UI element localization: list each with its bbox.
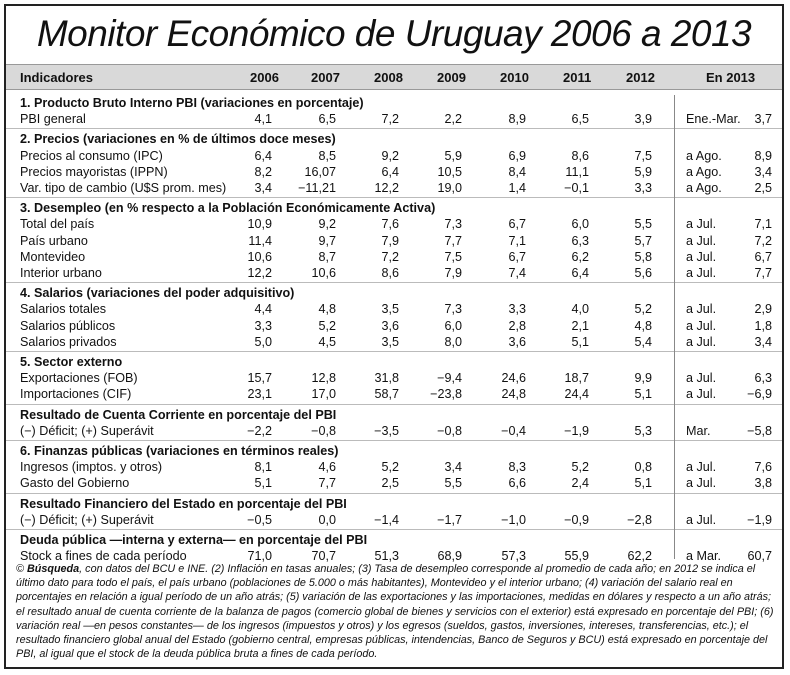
cell-2008: 7,9: [381, 233, 399, 248]
section-title: 1. Producto Bruto Interno PBI (variaciones en porcentaje): [20, 96, 364, 110]
cell-2011: −0,9: [564, 512, 589, 527]
cell-2008: 9,2: [381, 148, 399, 163]
cell-2010: 3,3: [508, 302, 526, 317]
cell-2012: 62,2: [627, 549, 652, 564]
section-separator: [6, 493, 782, 494]
table-row: [6, 512, 782, 528]
period-2013: a Jul.: [686, 217, 717, 232]
cell-2012: 5,6: [634, 266, 652, 280]
section-heading: [6, 131, 782, 147]
section-title: 3. Desempleo (en % respecto a la Población Económicamente Activa): [20, 201, 436, 216]
row-label: Montevideo: [20, 249, 86, 264]
cell-2008: 7,6: [381, 217, 399, 232]
cell-2010: 7,1: [508, 233, 526, 248]
cell-2007: 7,7: [318, 476, 336, 491]
table-row: [6, 180, 782, 196]
cell-2009: 7,3: [444, 302, 462, 317]
cell-2006: 8,1: [254, 460, 272, 475]
cell-2012: 5,9: [634, 164, 652, 179]
period-2013: a Jul.: [686, 512, 717, 527]
value-2013: −5,8: [747, 423, 772, 438]
cell-2009: −1,7: [437, 512, 462, 527]
cell-2010: 6,9: [508, 148, 526, 163]
cell-2006: 11,4: [248, 233, 272, 248]
period-2013: a Jul.: [686, 334, 717, 349]
cell-2008: 3,5: [381, 334, 399, 349]
cell-2010: −0,4: [501, 423, 526, 438]
cell-2010: −1,0: [501, 512, 526, 527]
cell-2007: −0,8: [311, 423, 336, 438]
cell-2008: 8,6: [381, 266, 399, 280]
section-heading: [6, 532, 782, 548]
row-label: Exportaciones (FOB): [20, 371, 138, 386]
period-2013: a Jul.: [686, 302, 717, 317]
cell-2011: 6,4: [571, 266, 589, 280]
section-heading: [6, 354, 782, 370]
table-row: [6, 370, 782, 386]
cell-2011: 6,3: [571, 233, 589, 248]
cell-2010: 57,3: [501, 549, 526, 564]
cell-2010: 24,8: [501, 387, 526, 402]
cell-2008: 5,2: [381, 460, 399, 475]
period-2013: a Jul.: [686, 371, 717, 386]
table-row: [6, 233, 782, 249]
row-label: Gasto del Gobierno: [20, 476, 130, 491]
cell-2006: 5,0: [254, 334, 272, 349]
table-row: [6, 475, 782, 491]
section-separator: [6, 128, 782, 129]
cell-2010: 6,6: [508, 476, 526, 491]
cell-2009: 6,0: [444, 318, 462, 333]
section-heading: [6, 200, 782, 216]
cell-2007: 4,6: [318, 460, 336, 475]
section-separator: [6, 351, 782, 352]
value-2013: 7,1: [754, 217, 772, 232]
cell-2011: −1,9: [564, 423, 589, 438]
cell-2012: 5,8: [634, 249, 652, 264]
cell-2009: 19,0: [437, 181, 462, 195]
cell-2009: 7,5: [444, 249, 462, 264]
cell-2006: 10,9: [247, 217, 272, 232]
value-2013: 1,8: [754, 318, 772, 333]
cell-2006: 12,2: [247, 266, 272, 280]
cell-2007: 0,0: [318, 512, 336, 527]
cell-2012: 5,2: [634, 302, 652, 317]
footnote-lead: ©: [16, 563, 27, 575]
table-row: [6, 386, 782, 402]
cell-2012: −2,8: [627, 512, 652, 527]
cell-2011: 5,2: [571, 460, 589, 475]
cell-2007: 6,5: [318, 112, 336, 127]
section-title: 6. Finanzas públicas (variaciones en términos reales): [20, 444, 339, 458]
row-label: (−) Déficit; (+) Superávit: [20, 512, 154, 527]
cell-2008: 6,4: [381, 164, 399, 179]
cell-2007: 8,7: [318, 249, 336, 264]
section-title: 4. Salarios (variaciones del poder adquisitivo): [20, 286, 295, 301]
cell-2007: 9,7: [318, 233, 336, 248]
cell-2006: 3,4: [254, 181, 272, 195]
cell-2010: 2,8: [508, 318, 526, 333]
row-label: Interior urbano: [20, 266, 102, 280]
cell-2006: 23,1: [247, 387, 272, 402]
table-row: [6, 249, 782, 265]
section-separator: [6, 440, 782, 441]
period-2013: a Jul.: [686, 387, 717, 402]
monitor-table-frame: [4, 4, 784, 669]
cell-2011: 4,0: [571, 302, 589, 317]
table-row: [6, 265, 782, 281]
page-title: Monitor Económico de Uruguay 2006 a 2013: [36, 13, 752, 54]
cell-2010: 8,9: [508, 112, 526, 127]
cell-2011: 18,7: [564, 371, 589, 386]
row-label: Ingresos (imptos. y otros): [20, 460, 163, 475]
cell-2006: 3,3: [254, 318, 272, 333]
cell-2010: 24,6: [501, 371, 526, 386]
row-label: Precios al consumo (IPC): [20, 148, 163, 163]
cell-2010: 1,4: [508, 181, 526, 195]
section-title: Resultado de Cuenta Corriente en porcentaje del PBI: [20, 407, 337, 422]
cell-2011: 5,1: [571, 334, 589, 349]
section-heading: [6, 407, 782, 423]
cell-2006: 5,1: [254, 476, 272, 491]
cell-2011: 8,6: [571, 148, 589, 163]
cell-2012: 9,9: [634, 371, 652, 386]
header-year-2010: 2010: [500, 70, 529, 85]
period-2013: a Jul.: [686, 249, 717, 264]
cell-2008: 3,6: [381, 318, 399, 333]
row-label: Var. tipo de cambio (U$S prom. mes): [20, 181, 227, 195]
footnote-text: , con datos del BCU e INE. (2) Inflación en tasas anuales; (3) Tasa de desempleo corresponde al promedio de cada año; en 2012 se indica el último dato para todo el país, el país urbano (poblaciones de 5.000 o más habitantes), Montevideo y el interior urbano; (4) variación del salario real en porcentajes en relación a igual período de un año atrás; (5) variación de las exportaciones y las importaciones, medidas en dólares y respecto a un año atrás; el resultado anual de cuenta corriente de la balanza de pagos (comercio global de bienes y servicios con el exterior) está expresado en porcentaje del PBI; (6) variación real —en pesos constantes— de los ingresos (impuestos y otros) y los egresos (sueldos, gastos, inversiones, intereses, transferencias, etc.); el resultado financiero global anual del Estado (gobierno central, empresas públicas, intendencias, Banco de Seguros y BCU) está expresado en porcentaje del PBI, al igual que el stock de la deuda pública bruta a fines de cada período.: [16, 563, 774, 661]
period-2013: Ene.-Mar.: [686, 112, 741, 127]
cell-2009: −0,8: [437, 423, 462, 438]
column-divider: [674, 95, 675, 559]
cell-2010: 7,4: [508, 266, 526, 280]
cell-2008: 2,5: [381, 476, 399, 491]
value-2013: 7,6: [754, 460, 772, 475]
value-2013: 7,2: [754, 233, 772, 248]
cell-2007: 12,8: [311, 371, 336, 386]
value-2013: 6,3: [754, 371, 772, 386]
period-2013: a Ago.: [686, 181, 722, 195]
cell-2009: 2,2: [444, 112, 462, 127]
cell-2007: 5,2: [318, 318, 336, 333]
section-separator: [6, 282, 782, 283]
value-2013: −1,9: [747, 512, 772, 527]
cell-2012: 5,1: [634, 387, 652, 402]
cell-2006: 4,4: [254, 302, 272, 317]
cell-2012: 5,4: [634, 334, 652, 349]
value-2013: 3,7: [754, 112, 772, 127]
cell-2011: 55,9: [564, 549, 589, 564]
cell-2011: 6,2: [571, 249, 589, 264]
value-2013: 3,4: [754, 164, 772, 179]
period-2013: Mar.: [686, 423, 711, 438]
section-separator: [6, 404, 782, 405]
cell-2012: 5,5: [634, 217, 652, 232]
value-2013: 7,7: [754, 266, 772, 280]
cell-2007: 10,6: [311, 266, 336, 280]
cell-2012: 3,3: [634, 181, 652, 195]
cell-2009: −9,4: [437, 371, 462, 386]
row-label: Salarios totales: [20, 302, 107, 317]
header-year-2008: 2008: [374, 70, 403, 85]
cell-2006: −2,2: [247, 423, 272, 438]
cell-2012: 7,5: [634, 148, 652, 163]
cell-2008: −1,4: [374, 512, 399, 527]
header-year-2007: 2007: [311, 70, 340, 85]
table-row: [6, 111, 782, 127]
table-row: [6, 216, 782, 232]
cell-2011: 2,1: [571, 318, 589, 333]
cell-2009: 5,9: [444, 148, 462, 163]
value-2013: 2,5: [754, 181, 772, 195]
cell-2009: 7,7: [444, 233, 462, 248]
table-header: [6, 64, 782, 90]
section-heading: [6, 285, 782, 301]
cell-2007: 4,5: [318, 334, 336, 349]
cell-2007: 70,7: [311, 549, 336, 564]
row-label: Salarios públicos: [20, 318, 116, 333]
cell-2007: −11,21: [298, 181, 336, 195]
header-year-2009: 2009: [437, 70, 466, 85]
row-label: PBI general: [20, 112, 86, 127]
section-heading: [6, 95, 782, 111]
cell-2008: 31,8: [374, 371, 399, 386]
cell-2008: 58,7: [374, 387, 399, 402]
cell-2010: 8,3: [508, 460, 526, 475]
value-2013: 60,7: [747, 549, 772, 564]
cell-2012: 3,9: [634, 112, 652, 127]
value-2013: 3,4: [754, 334, 772, 349]
section-title: 5. Sector externo: [20, 355, 123, 369]
cell-2006: 6,4: [254, 148, 272, 163]
section-heading: [6, 496, 782, 512]
cell-2010: 6,7: [508, 217, 526, 232]
cell-2006: 15,7: [247, 371, 272, 386]
table-row: [6, 301, 782, 317]
header-year-2006: 2006: [250, 70, 279, 85]
cell-2009: 5,5: [444, 476, 462, 491]
header-year-2012: 2012: [626, 70, 655, 85]
cell-2006: 4,1: [254, 112, 272, 127]
cell-2006: 8,2: [254, 164, 272, 179]
table-row: [6, 164, 782, 180]
period-2013: a Ago.: [686, 148, 722, 163]
period-2013: a Jul.: [686, 318, 717, 333]
section-heading: [6, 443, 782, 459]
cell-2008: 51,3: [374, 549, 399, 564]
table-row: [6, 334, 782, 350]
cell-2012: 0,8: [634, 460, 652, 475]
cell-2011: 6,0: [571, 217, 589, 232]
cell-2012: 4,8: [634, 318, 652, 333]
cell-2011: −0,1: [564, 181, 589, 195]
period-2013: a Ago.: [686, 164, 722, 179]
cell-2009: 3,4: [444, 460, 462, 475]
value-2013: 3,8: [754, 476, 772, 491]
cell-2008: 3,5: [381, 302, 399, 317]
cell-2012: 5,1: [634, 476, 652, 491]
period-2013: a Jul.: [686, 233, 717, 248]
table-row: [6, 423, 782, 439]
row-label: Importaciones (CIF): [20, 387, 132, 402]
cell-2009: 8,0: [444, 334, 462, 349]
cell-2006: 71,0: [247, 549, 272, 564]
cell-2007: 8,5: [318, 148, 336, 163]
cell-2011: 6,5: [571, 112, 589, 127]
cell-2011: 2,4: [571, 476, 589, 491]
cell-2007: 4,8: [318, 302, 336, 317]
section-separator: [6, 529, 782, 530]
section-title: 2. Precios (variaciones en % de últimos doce meses): [20, 132, 336, 147]
row-label: País urbano: [20, 233, 88, 248]
period-2013: a Mar.: [686, 549, 721, 564]
cell-2010: 8,4: [508, 164, 526, 179]
cell-2009: 7,3: [444, 217, 462, 232]
cell-2007: 9,2: [318, 217, 336, 232]
value-2013: 8,9: [754, 148, 772, 163]
value-2013: −6,9: [747, 387, 772, 402]
cell-2012: 5,7: [634, 233, 652, 248]
cell-2009: 7,9: [444, 266, 462, 280]
header-indicators: Indicadores: [20, 70, 93, 85]
value-2013: 2,9: [754, 302, 772, 317]
table-row: [6, 148, 782, 164]
row-label: Precios mayoristas (IPPN): [20, 164, 168, 179]
footnote: [16, 562, 774, 661]
section-title: Resultado Financiero del Estado en porcentaje del PBI: [20, 496, 347, 511]
cell-2009: 10,5: [437, 164, 462, 179]
section-separator: [6, 197, 782, 198]
cell-2011: 11,1: [565, 164, 589, 179]
cell-2009: 68,9: [437, 549, 462, 564]
header-en-2013: En 2013: [706, 70, 756, 85]
table-row: [6, 318, 782, 334]
cell-2006: 10,6: [247, 249, 272, 264]
cell-2008: −3,5: [374, 423, 399, 438]
row-label: (−) Déficit; (+) Superávit: [20, 423, 154, 438]
section-title: Deuda pública —interna y externa— en porcentaje del PBI: [20, 533, 368, 547]
footnote-source: Búsqueda: [26, 563, 80, 575]
cell-2012: 5,3: [634, 423, 652, 438]
row-label: Total del país: [20, 217, 95, 232]
cell-2007: 16,07: [304, 164, 336, 179]
value-2013: 6,7: [754, 249, 772, 264]
row-label: Salarios privados: [20, 334, 117, 349]
cell-2007: 17,0: [311, 387, 336, 402]
period-2013: a Jul.: [686, 476, 717, 491]
cell-2011: 24,4: [564, 387, 589, 402]
cell-2008: 7,2: [381, 249, 399, 264]
header-year-2011: 2011: [563, 70, 592, 85]
period-2013: a Jul.: [686, 460, 717, 475]
table-row: [6, 459, 782, 475]
cell-2010: 3,6: [508, 334, 526, 349]
period-2013: a Jul.: [686, 266, 717, 280]
cell-2008: 7,2: [381, 112, 399, 127]
cell-2008: 12,2: [374, 181, 399, 195]
cell-2009: −23,8: [430, 387, 462, 402]
cell-2006: −0,5: [247, 512, 272, 527]
row-label: Stock a fines de cada período: [20, 549, 187, 564]
cell-2010: 6,7: [508, 249, 526, 264]
